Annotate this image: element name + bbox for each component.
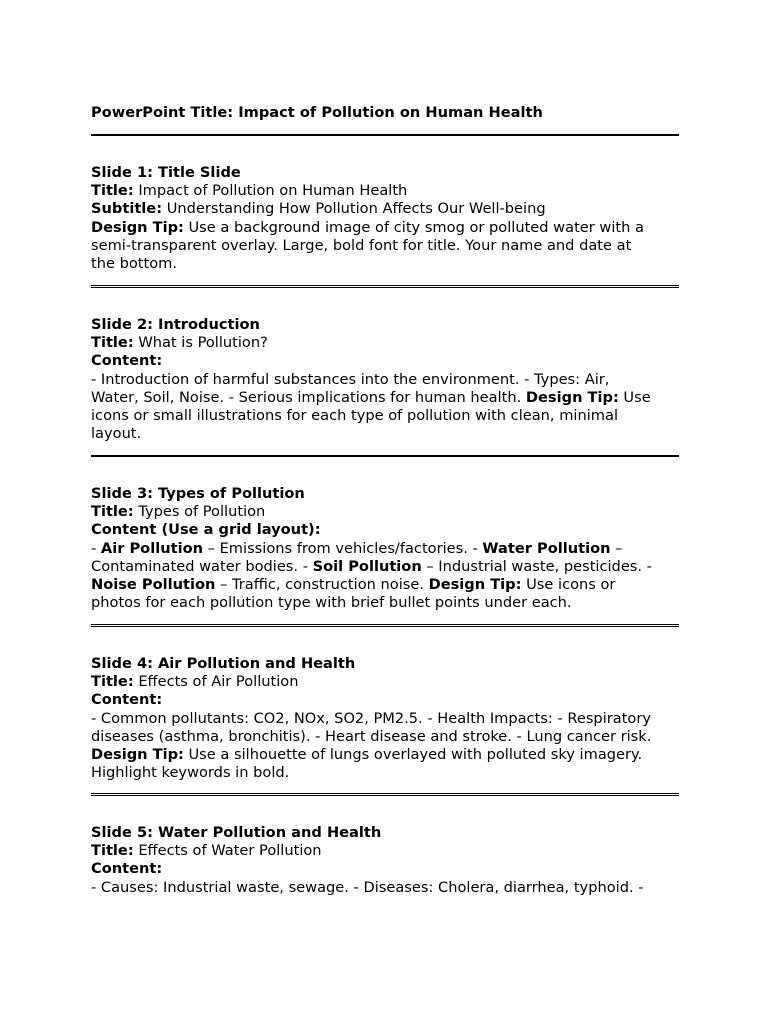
design-tip-label: Design Tip: <box>428 576 522 594</box>
air-pollution-label: Air Pollution <box>100 539 203 557</box>
air-pollution-text: – Emissions from vehicles/factories. - <box>203 539 483 557</box>
slide-4-design-tip-line-1 <box>91 746 691 764</box>
slide-1-heading: Slide 1: Title Slide <box>91 164 241 181</box>
slide-5-heading: Slide 5: Water Pollution and Health <box>91 824 382 841</box>
slide-3-divider <box>91 624 679 627</box>
title-divider <box>91 134 679 136</box>
water-pollution-dash: – <box>610 539 623 557</box>
title-label: Title: <box>91 673 134 691</box>
slide-1-title: Impact of Pollution on Human Health <box>138 182 408 200</box>
slide-2-heading: Slide 2: Introduction <box>91 316 260 333</box>
slide-4-heading: Slide 4: Air Pollution and Health <box>91 655 356 672</box>
slide-3-design-tip-text-1: Use icons or <box>521 576 616 594</box>
slide-4-content-label: Content: <box>91 691 163 709</box>
slide-3-title-line <box>91 503 691 521</box>
slide-4-content-line-1: - Common pollutants: CO2, NOx, SO2, PM2.5. - Health Impacts: - Respiratory <box>91 709 651 727</box>
water-pollution-label: Water Pollution <box>482 539 611 557</box>
noise-pollution-text: – Traffic, construction noise. <box>215 576 429 594</box>
design-tip-label: Design Tip: <box>91 746 184 764</box>
subtitle-label: Subtitle: <box>91 200 163 218</box>
slide-4-design-tip-line-2: Highlight keywords in bold. <box>91 764 290 782</box>
slide-2-content-line-2 <box>91 389 691 407</box>
slide-2-divider <box>91 455 679 457</box>
slide-3-content-label: Content (Use a grid layout): <box>91 521 321 539</box>
slide-5-content-label: Content: <box>91 860 163 878</box>
slide-5-title-line <box>91 842 691 860</box>
slide-3-title: Types of Pollution <box>138 503 266 521</box>
design-tip-label: Design Tip: <box>525 388 619 406</box>
slide-2-content-line-1: - Introduction of harmful substances into the environment. - Types: Air, <box>91 370 610 388</box>
slide-2-design-tip-line-2: icons or small illustrations for each type of pollution with clean, minimal <box>91 407 618 425</box>
slide-2-title: What is Pollution? <box>138 334 268 352</box>
soil-pollution-label: Soil Pollution <box>312 557 422 575</box>
slide-5-section <box>91 824 691 897</box>
slide-3-content-line-3 <box>91 576 691 594</box>
bullet-dash: - <box>91 539 101 557</box>
slide-2-title-line <box>91 334 691 352</box>
slide-1-divider <box>91 285 679 288</box>
noise-pollution-label: Noise Pollution <box>91 576 216 594</box>
water-pollution-text: Contaminated water bodies. - <box>91 557 313 575</box>
slide-3-heading: Slide 3: Types of Pollution <box>91 485 305 502</box>
slide-4-design-tip-text-1: Use a silhouette of lungs overlayed with polluted sky imagery. <box>183 746 643 764</box>
slide-2-content-label: Content: <box>91 352 163 370</box>
title-label: Title: <box>91 842 134 860</box>
soil-pollution-text: – Industrial waste, pesticides. - <box>421 557 652 575</box>
title-label: Title: <box>91 334 134 352</box>
slide-4-section <box>91 655 691 782</box>
title-label: Title: <box>91 182 134 200</box>
slide-4-title: Effects of Air Pollution <box>138 673 299 691</box>
slide-3-content-line-2 <box>91 558 691 576</box>
design-tip-label: Design Tip: <box>91 218 184 236</box>
slide-3-section <box>91 485 691 612</box>
slide-1-design-tip-line-2: semi-transparent overlay. Large, bold font for title. Your name and date at <box>91 236 632 254</box>
slide-2-content-text-2: Water, Soil, Noise. - Serious implications for human health. <box>91 388 522 406</box>
slide-1-title-line <box>91 182 691 200</box>
document-title: PowerPoint Title: Impact of Pollution on Human Health <box>91 104 543 121</box>
slide-4-title-line <box>91 673 691 691</box>
slide-1-design-tip-text-1: Use a background image of city smog or polluted water with a <box>188 218 644 236</box>
slide-3-design-tip-line-2: photos for each pollution type with brief bullet points under each. <box>91 594 572 612</box>
slide-5-content-line-1: - Causes: Industrial waste, sewage. - Diseases: Cholera, diarrhea, typhoid. - <box>91 878 644 896</box>
slide-1-design-tip-line-3: the bottom. <box>91 255 178 273</box>
slide-2-section <box>91 316 691 443</box>
slide-2-design-tip-line-3: layout. <box>91 425 142 443</box>
slide-1-section <box>91 164 691 273</box>
slide-1-subtitle-line <box>91 200 691 218</box>
slide-5-title: Effects of Water Pollution <box>138 842 322 860</box>
slide-1-subtitle: Understanding How Pollution Affects Our Well-being <box>166 200 546 218</box>
slide-2-design-tip-text-1: Use <box>623 388 651 406</box>
slide-3-content-line-1 <box>91 540 691 558</box>
title-label: Title: <box>91 503 134 521</box>
slide-4-content-line-2: diseases (asthma, bronchitis). - Heart disease and stroke. - Lung cancer risk. <box>91 727 652 745</box>
slide-1-design-tip-line-1 <box>91 219 691 237</box>
slide-4-divider <box>91 793 679 796</box>
